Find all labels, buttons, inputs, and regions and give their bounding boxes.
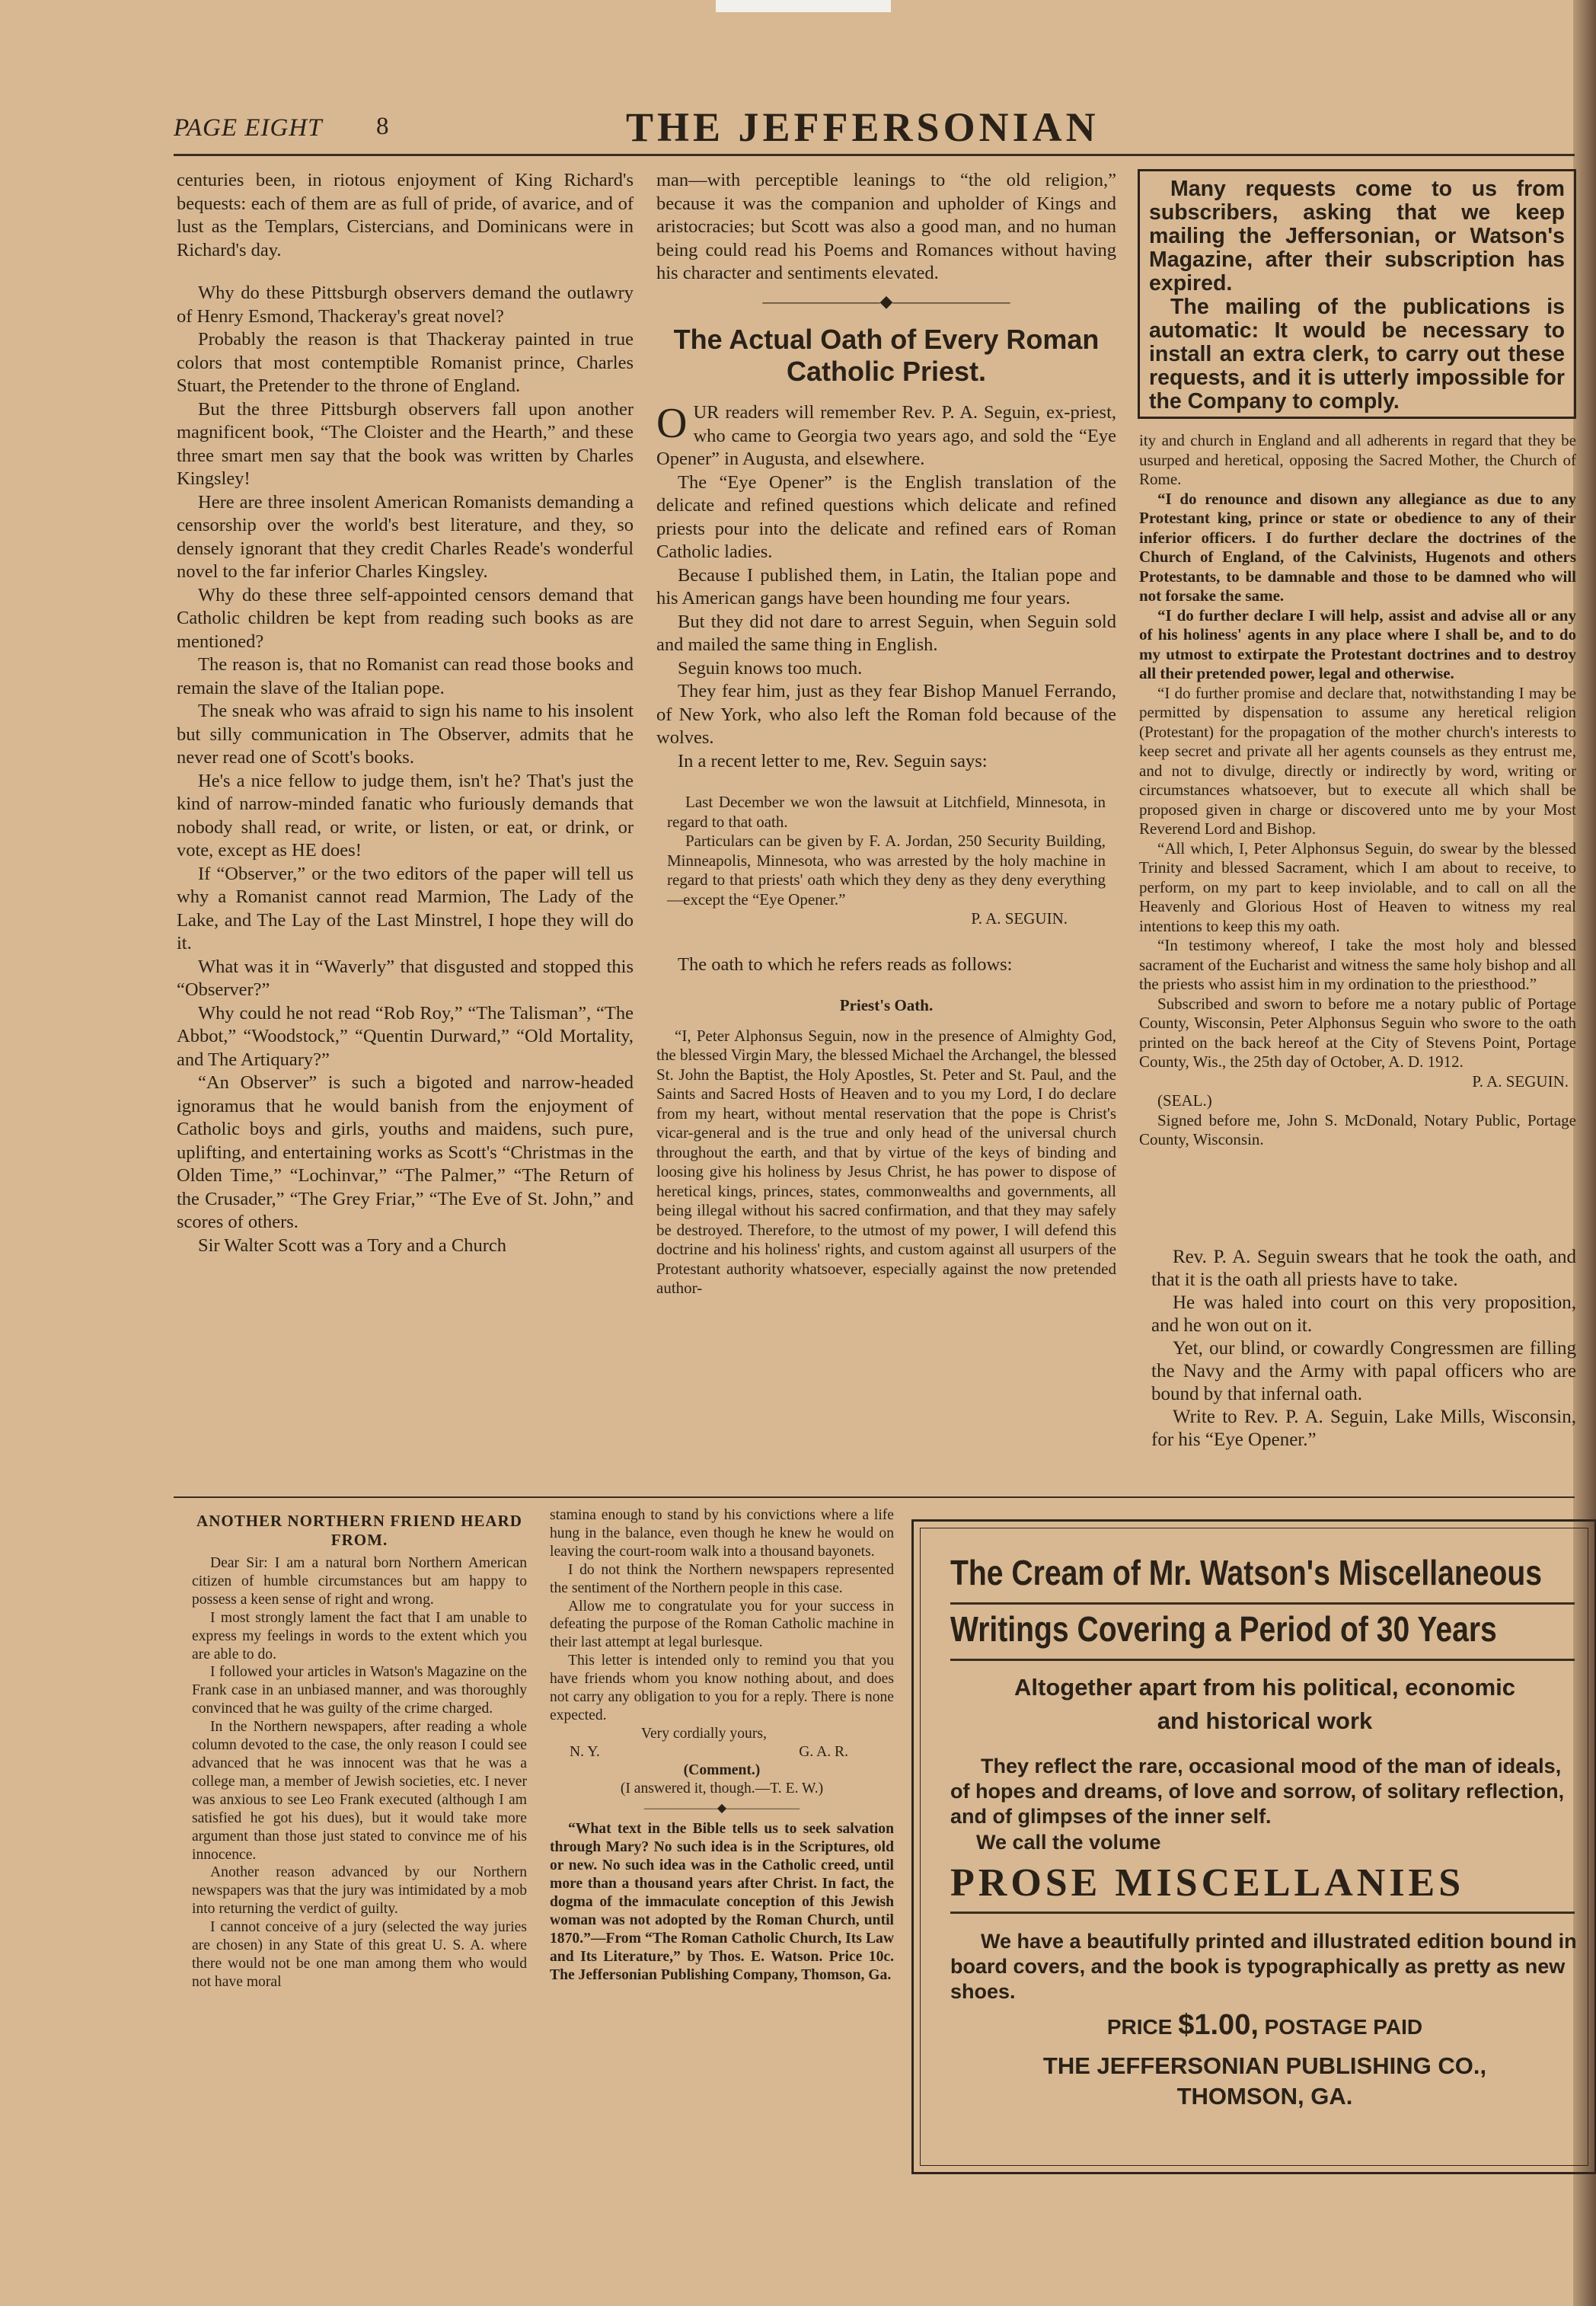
seguin-letter <box>667 793 1106 929</box>
priest-oath-title: Priest's Oath. <box>839 996 934 1014</box>
letter-headline: ANOTHER NORTHERN FRIEND HEARD FROM. <box>196 1512 522 1549</box>
letter-paragraph: Another reason advanced by our Northern newspapers was that the jury was intimidated by a mob into returning the verdict of guilty. <box>192 1864 527 1918</box>
letter-column-b <box>550 1506 894 1985</box>
section-rule <box>174 1496 1575 1498</box>
paragraph: But the three Pittsburgh observers fall upon another magnificent book, “The Cloister and the Hearth,” and these three smart men say that the book was written by Charles Kingsley! <box>177 398 634 489</box>
letter-paragraph: I followed your articles in Watson's Magazine on the Frank case in an unbiased manner, and was thoroughly convinced that he was guilty of the crime charged. <box>192 1664 527 1717</box>
oath-continuation: Subscribed and sworn to before me a notary public of Portage County, Wisconsin, Peter Alphonsus Seguin who swore to the oath printed on the back hereof at the City of Stevens Point, Portage County, Wis., the 25th day of October, A. D. 1912. <box>1139 994 1576 1071</box>
paragraph: Why do these three self-appointed censors demand that Catholic children be kept from reading such books as are mentioned? <box>177 584 634 652</box>
paragraph: centuries been, in riotous enjoyment of King Richard's bequests: each of them are as full of pride, of avarice, and of lust as the Templars, Cistercians, and Dominicans were in Richard's day. <box>177 170 634 260</box>
letter-sign-line <box>550 1743 894 1761</box>
notice-p1: Many requests come to us from subscribers, asking that we keep mailing the Jeffersonian, or Watson's Magazine, after their subscription has expired. <box>1149 177 1565 295</box>
subscription-notice <box>1138 169 1576 419</box>
ad-publisher: THE JEFFERSONIAN PUBLISHING CO., <box>1042 2052 1487 2079</box>
ad-line-one: The Cream of Mr. Watson's Miscellaneous <box>950 1553 1543 1592</box>
letter-line: Last December we won the lawsuit at Litchfield, Minnesota, in regard to that oath. <box>667 793 1106 831</box>
ad-sub-two: and historical work <box>1157 1707 1373 1734</box>
notice-p2: The mailing of the publications is automatic: It would be necessary to install an extra clerk, to carry out these requests, and it is utterly impossible for the Company to comply. <box>1149 295 1565 414</box>
ad-body-one: They reflect the rare, occasional mood of the man of ideals, of hopes and dreams, of love and sorrow, of solitary reflection, and of glimpses of the inner self. <box>950 1755 1565 1828</box>
oath-paragraph: Because I published them, in Latin, the Italian pope and his American gangs have been hounding me four years. <box>656 564 1116 608</box>
ornament-divider: ——————◆—————— <box>643 1801 800 1815</box>
oath-lead-paragraph: OUR readers will remember Rev. P. A. Seguin, ex-priest, who came to Georgia two years ago, and sold the “Eye Opener” in Augusta, and elsewhere. <box>656 400 1116 469</box>
paragraph: Why do these Pittsburgh observers demand the outlawry of Henry Esmond, Thackeray's great novel? <box>177 283 634 327</box>
oath-paragraphs <box>656 471 1116 774</box>
seal-signature: P. A. SEGUIN. <box>1472 1072 1569 1091</box>
bible-query: “What text in the Bible tells us to seek salvation through Mary? No such idea is in the Scriptures, old or new. No such idea was in the Catholic creed, until more than a thousand years after Christ. In fact, the dogma of the immaculate conception of this Jewish woman was not adopted by the Roman Church, until 1870.”—From “The Roman Catholic Church, Its Law and Its Literature,” by Thos. E. Watson. Price 10c. The Jeffersonian Publishing Company, Thomson, Ga. <box>550 1821 894 1983</box>
oath-continuation: Signed before me, John S. McDonald, Notary Public, Portage County, Wisconsin. <box>1139 1110 1576 1148</box>
letter-paragraph: I most strongly lament the fact that I am unable to express my feelings in words to the extent which you are able to do. <box>192 1609 527 1662</box>
page-header <box>174 104 1544 149</box>
oath-headline: The Actual Oath of Every Roman Catholic Priest. <box>673 324 1100 387</box>
paragraph: What was it in “Waverly” that disgusted and stopped this “Observer?” <box>177 956 634 1000</box>
letter-signature: P. A. SEGUIN. <box>971 909 1068 928</box>
column-three-closing <box>1151 1246 1576 1452</box>
oath-continuation: “All which, I, Peter Alphonsus Seguin, do swear by the blessed Trinity and blessed Sacrament, which I am about to receive, to perform, on my part to keep inviolable, and to call on all the Heavenly and Glorious Host of Heaven to witness my real intentions to keep this my oath. <box>1139 838 1576 935</box>
priest-oath-text: “I, Peter Alphonsus Seguin, now in the presence of Almighty God, the blessed Virgin Mary, the blessed Michael the Archangel, the blessed St. John the Baptist, the Holy Apostles, St. Peter and St. Paul, and the Saints and Sacred Hosts of Heaven and to you my Lord, I do declare from my heart, without mental reservation that the pope is Christ's vicar-general and is the true and only head of the universal church throughout the earth, and that by virtue of the keys of binding and loosing give his holiness by Jesus Christ, he has power to dispose of heretical kings, princes, states, commonwealths and governments, all being illegal without his sacred confirmation, and that they may safely be destroyed. Therefore, to the utmost of my power, I will defend this doctrine and his holiness' rights, and custom against all usurpers of the Protestant authority whatsoever, especially against the now pretended author- <box>656 1026 1116 1297</box>
oath-continuation: “I do further promise and declare that, notwithstanding I may be permitted by dispensation to assume any heretical religion (Protestant) for the propagation of the mother church's interests to keep secret and private all her agents counsels as they entrust me, and not to divulge, directly or indirectly by word, writing or circumstances whatsoever, but to execute all which shall be proposed given in charge or discovered unto me by your Most Reverend Lord and Bishop. <box>1139 683 1576 838</box>
oath-continuation: “I do renounce and disown any allegiance as due to any Protestant king, prince or state or obedience to any of their inferior officers. I do further declare the doctrines of the Church of England, of the Calvinists, Hugenots and others Protestants, to be damnable and those to be damned who will not forsake the same. <box>1139 489 1576 605</box>
oath-intro: The oath to which he refers reads as follows: <box>678 953 1013 975</box>
price-value: $1.00, <box>1178 2009 1259 2041</box>
column-two <box>656 169 1116 1298</box>
letter-closing: Very cordially yours, <box>641 1725 767 1742</box>
letter-paragraph: stamina enough to stand by his convictions where a life hung in the balance, even though he knew he would on leaving the court-room walk into a thousand bayonets. <box>550 1507 894 1560</box>
letter-paragraph: I cannot conceive of a jury (selected the way juries are chosen) in any State of this great U. S. A. where there would not be one man among them who would not have moral <box>192 1919 527 1990</box>
book-advertisement <box>911 1519 1596 2174</box>
letter-paragraph: This letter is intended only to remind you that you have friends whom you know nothing about, and does not carry any obligation to you for a reply. There is none expected. <box>550 1653 894 1723</box>
letter-column-a <box>192 1512 527 1991</box>
paragraph: Why could he not read “Rob Roy,” “The Talisman”, “The Abbot,” “Woodstock,” “Quentin Durward,” “Old Mortality, and The Artiquary?” <box>177 1002 634 1070</box>
column-three <box>1139 431 1576 1150</box>
drop-cap: O <box>656 400 688 447</box>
oath-continuation: (SEAL.) <box>1157 1091 1212 1110</box>
ad-title: PROSE MISCELLANIES <box>950 1861 1465 1905</box>
closing-paragraph: Write to Rev. P. A. Seguin, Lake Mills, Wisconsin, for his “Eye Opener.” <box>1151 1407 1576 1450</box>
paragraph: “An Observer” is such a bigoted and narrow-headed ignoramus that he would banish from the enjoyment of Catholic boys and girls, youths and maidens, such pure, uplifting, and entertaining works as Scott's “Christmas in the Olden Time,” “Lochinvar,” “The Palmer,” “The Return of the Crusader,” “The Grey Friar,” “The Eve of St. John,” and scores of others. <box>177 1072 634 1232</box>
paragraph: If “Observer,” or the two editors of the paper will tell us why a Romanist cannot read Marmion, The Lady of the Lake, and The Lay of the Last Minstrel, I hope they will do it. <box>177 863 634 953</box>
closing-paragraph: Rev. P. A. Seguin swears that he took the oath, and that it is the oath all priests have to take. <box>1151 1247 1576 1290</box>
closing-paragraph: He was haled into court on this very proposition, and he won out on it. <box>1151 1292 1576 1336</box>
comment-text: (I answered it, though.—T. E. W.) <box>620 1780 824 1797</box>
ad-sub-one: Altogether apart from his political, economic <box>1014 1674 1515 1701</box>
comment-label: (Comment.) <box>683 1761 761 1778</box>
closing-paragraph: Yet, our blind, or cowardly Congressmen are filling the Navy and the Army with papal officers who are bound by that infernal oath. <box>1151 1338 1576 1404</box>
letter-line: Particulars can be given by F. A. Jordan, 250 Security Building, Minneapolis, Minnesota, who was arrested by the holy machine in regard to that priests' oath which they deny as they deny everything—except the “Eye Opener.” <box>667 832 1106 909</box>
letter-place: N. Y. <box>570 1743 600 1760</box>
ad-body-two: We have a beautifully printed and illustrated edition bound in board covers, and the book is typographically as pretty as new shoes. <box>950 1930 1577 2003</box>
paragraph: The reason is, that no Romanist can read those books and remain the slave of the Italian pope. <box>177 654 634 698</box>
col2-continuation: man—with perceptible leanings to “the old religion,” because it was the companion and upholder of Kings and aristocracies; but Scott was also a good man, and no human being could read his Poems and Romances without having his character and sentiments elevated. <box>656 170 1116 283</box>
paragraph: Probably the reason is that Thackeray painted in true colors that most contemptible Romanist prince, Charles Stuart, the Pretender to the throne of England. <box>177 329 634 396</box>
ad-price: PRICE $1.00, POSTAGE PAID <box>1106 2009 1423 2041</box>
paragraph: He's a nice fellow to judge them, isn't he? That's just the kind of narrow-minded fanatic who furiously demands that nobody shall read, or write, or listen, or eat, or drink, or vote, except as HE does! <box>177 770 634 861</box>
page-number: 8 <box>376 113 389 140</box>
letter-paragraph: Allow me to congratulate you for your success in defeating the purpose of the Roman Catholic machine in their last attempt at legal burlesque. <box>550 1598 894 1651</box>
oath-paragraph: In a recent letter to me, Rev. Seguin says: <box>678 750 988 771</box>
oath-paragraph: The “Eye Opener” is the English translation of the delicate and refined questions which delicate and refined priests pour into the delicate and refined ears of Roman Catholic ladies. <box>656 471 1116 562</box>
ad-line-two: Writings Covering a Period of 30 Years <box>950 1609 1497 1649</box>
ad-city: THOMSON, GA. <box>1176 2083 1353 2110</box>
paragraph: Sir Walter Scott was a Tory and a Church <box>198 1234 507 1256</box>
header-rule <box>174 154 1575 156</box>
masthead-title: THE JEFFERSONIAN <box>626 104 1100 150</box>
letter-initials: G. A. R. <box>799 1743 848 1760</box>
page-label: PAGE EIGHT <box>174 114 323 142</box>
paragraph: Here are three insolent American Romanists demanding a censorship over the world's best literature, and they, so densely ignorant that they credit Charles Reade's wonderful novel to the far inferior Charles Kingsley. <box>177 491 634 582</box>
column-one <box>177 169 634 1257</box>
letter-paragraph: In the Northern newspapers, after reading a whole column devoted to the case, the only reason I could see advanced that he was innocent was that he was a college man, a member of Jewish societies, etc. I never was anxious to see Leo Frank executed (although I am satisfied he got his dues), but it would take more argument than those just stated to convince me of his innocence. <box>192 1719 527 1863</box>
ornament-divider: ———————◆——————— <box>762 291 1010 311</box>
oath-continuation: “In testimony whereof, I take the most holy and blessed sacrament of the Eucharist and witness the same holy bishop and all the priests who assist him in my ordination to the priesthood.” <box>1139 936 1576 993</box>
oath-paragraph: Seguin knows too much. <box>678 657 863 679</box>
oath-paragraph: They fear him, just as they fear Bishop Manuel Ferrando, of New York, who also left the Roman fold because of the wolves. <box>656 681 1116 748</box>
ad-call: We call the volume <box>976 1831 1161 1854</box>
top-scan-strip <box>716 0 891 12</box>
oath-continuation: “I do further declare I will help, assist and advise all or any of his holiness' agents in any place where I shall be, and to do my utmost to extirpate the Protestant doctrines and to destroy all their pretended power, legal and otherwise. <box>1139 605 1576 682</box>
letter-paragraph: Dear Sir: I am a natural born Northern American citizen of humble circumstances but am happy to possess a keen sense of right and wrong. <box>192 1555 527 1608</box>
letter-paragraph: I do not think the Northern newspapers represented the sentiment of the Northern people in this case. <box>550 1561 894 1596</box>
paragraph: The sneak who was afraid to sign his name to his insolent but silly communication in The Observer, admits that he never read one of Scott's books. <box>177 701 634 768</box>
oath-paragraph: But they did not dare to arrest Seguin, when Seguin sold and mailed the same thing in English. <box>656 611 1116 655</box>
oath-continuation: ity and church in England and all adherents in regard that they be usurped and heretical, opposing the Sacred Mother, the Church of Rome. <box>1139 431 1576 488</box>
